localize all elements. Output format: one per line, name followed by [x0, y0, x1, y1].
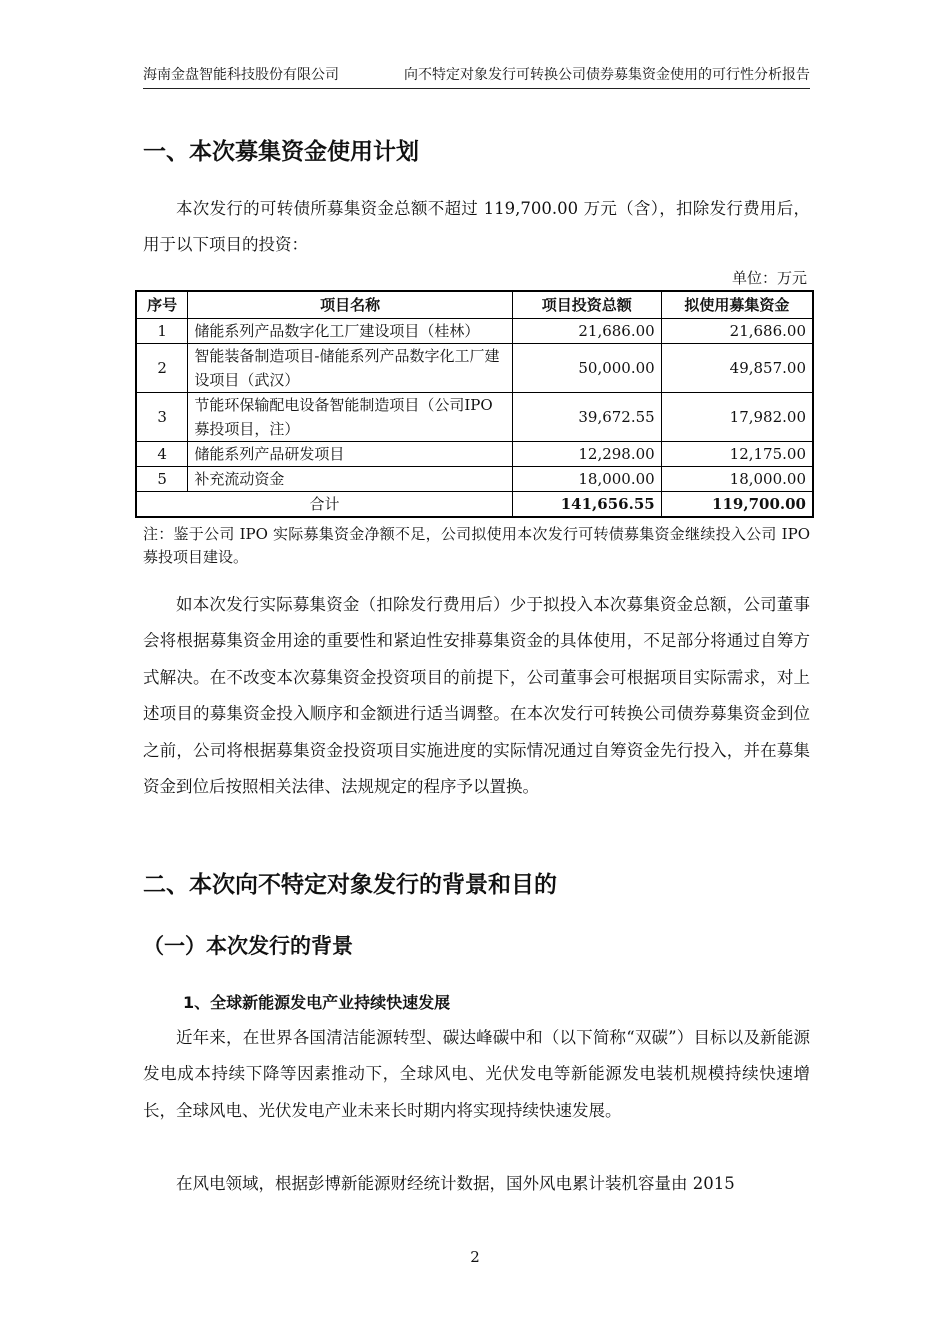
total-label: 合计 [136, 492, 512, 518]
table-note: 注：鉴于公司 IPO 实际募集资金净额不足，公司拟使用本次发行可转债募集资金继续投入公司 IPO 募投项目建设。 [143, 525, 810, 566]
table-unit: 单位：万元 [731, 269, 807, 287]
table-row [136, 393, 813, 442]
row-project-name: 智能装备制造项目-储能系列产品数字化工厂建设项目（武汉） [188, 344, 513, 393]
point1-title: 1、全球新能源发电产业持续快速发展 [183, 993, 451, 1012]
row-total-investment: 21,686.00 [512, 319, 661, 344]
total-investment: 141,656.55 [512, 492, 661, 518]
section1-paragraph: 如本次发行实际募集资金（扣除发行费用后）少于拟投入本次募集资金总额，公司董事会将根据募集资金用途的重要性和紧迫性安排募集资金的具体使用，不足部分将通过自筹方式解决。在不改变本次募集资金投资项目的前提下，公司董事会可根据项目实际需求，对上述项目的募集资金投入顺序和金额进行适当调整。在本次发行可转换公司债券募集资金到位之前，公司将根据募集资金投资项目实施进度的实际情况通过自筹资金先行投入，并在募集资金到位后按照相关法律、法规规定的程序予以置换。 [143, 595, 810, 797]
section2-title: 二、本次向不特定对象发行的背景和目的 [143, 872, 557, 898]
col-header-name: 项目名称 [188, 291, 513, 319]
section1-title: 一、本次募集资金使用计划 [143, 139, 419, 165]
row-total-investment: 50,000.00 [512, 344, 661, 393]
page-header [143, 66, 810, 89]
row-no: 4 [136, 442, 188, 467]
table-row [136, 319, 813, 344]
row-no: 3 [136, 393, 188, 442]
row-project-name: 节能环保输配电设备智能制造项目（公司IPO 募投项目，注） [188, 393, 513, 442]
row-total-investment: 39,672.55 [512, 393, 661, 442]
row-total-investment: 12,298.00 [512, 442, 661, 467]
subsection1-title: （一）本次发行的背景 [143, 934, 353, 958]
row-raised-funds: 17,982.00 [661, 393, 813, 442]
col-header-no: 序号 [136, 291, 188, 319]
col-header-raise: 拟使用募集资金 [661, 291, 813, 319]
row-project-name: 补充流动资金 [188, 467, 513, 492]
row-no: 2 [136, 344, 188, 393]
row-project-name: 储能系列产品数字化工厂建设项目（桂林） [188, 319, 513, 344]
row-raised-funds: 12,175.00 [661, 442, 813, 467]
table-row [136, 442, 813, 467]
section1-intro: 本次发行的可转债所募集资金总额不超过 119,700.00 万元（含），扣除发行费用后，用于以下项目的投资： [143, 199, 810, 255]
table-row [136, 467, 813, 492]
fund-usage-table [135, 290, 814, 518]
header-company: 海南金盘智能科技股份有限公司 [143, 67, 339, 83]
header-report-title: 向不特定对象发行可转换公司债券募集资金使用的可行性分析报告 [404, 67, 810, 83]
point1-paragraph: 近年来，在世界各国清洁能源转型、碳达峰碳中和（以下简称“双碳”）目标以及新能源发电成本持续下降等因素推动下，全球风电、光伏发电等新能源发电装机规模持续快速增长，全球风电、光伏发电产业未来长时期内将实现持续快速发展。 [143, 1028, 810, 1120]
page-number: 2 [470, 1248, 480, 1266]
point1-paragraph-2: 在风电领域，根据彭博新能源财经统计数据，国外风电累计装机容量由 2015 [176, 1174, 735, 1193]
row-project-name: 储能系列产品研发项目 [188, 442, 513, 467]
row-raised-funds: 21,686.00 [661, 319, 813, 344]
row-total-investment: 18,000.00 [512, 467, 661, 492]
row-no: 5 [136, 467, 188, 492]
col-header-total: 项目投资总额 [512, 291, 661, 319]
table-total-row [136, 492, 813, 518]
table-header-row [136, 291, 813, 319]
row-raised-funds: 49,857.00 [661, 344, 813, 393]
row-raised-funds: 18,000.00 [661, 467, 813, 492]
row-no: 1 [136, 319, 188, 344]
table-row [136, 344, 813, 393]
total-raised-funds: 119,700.00 [661, 492, 813, 518]
